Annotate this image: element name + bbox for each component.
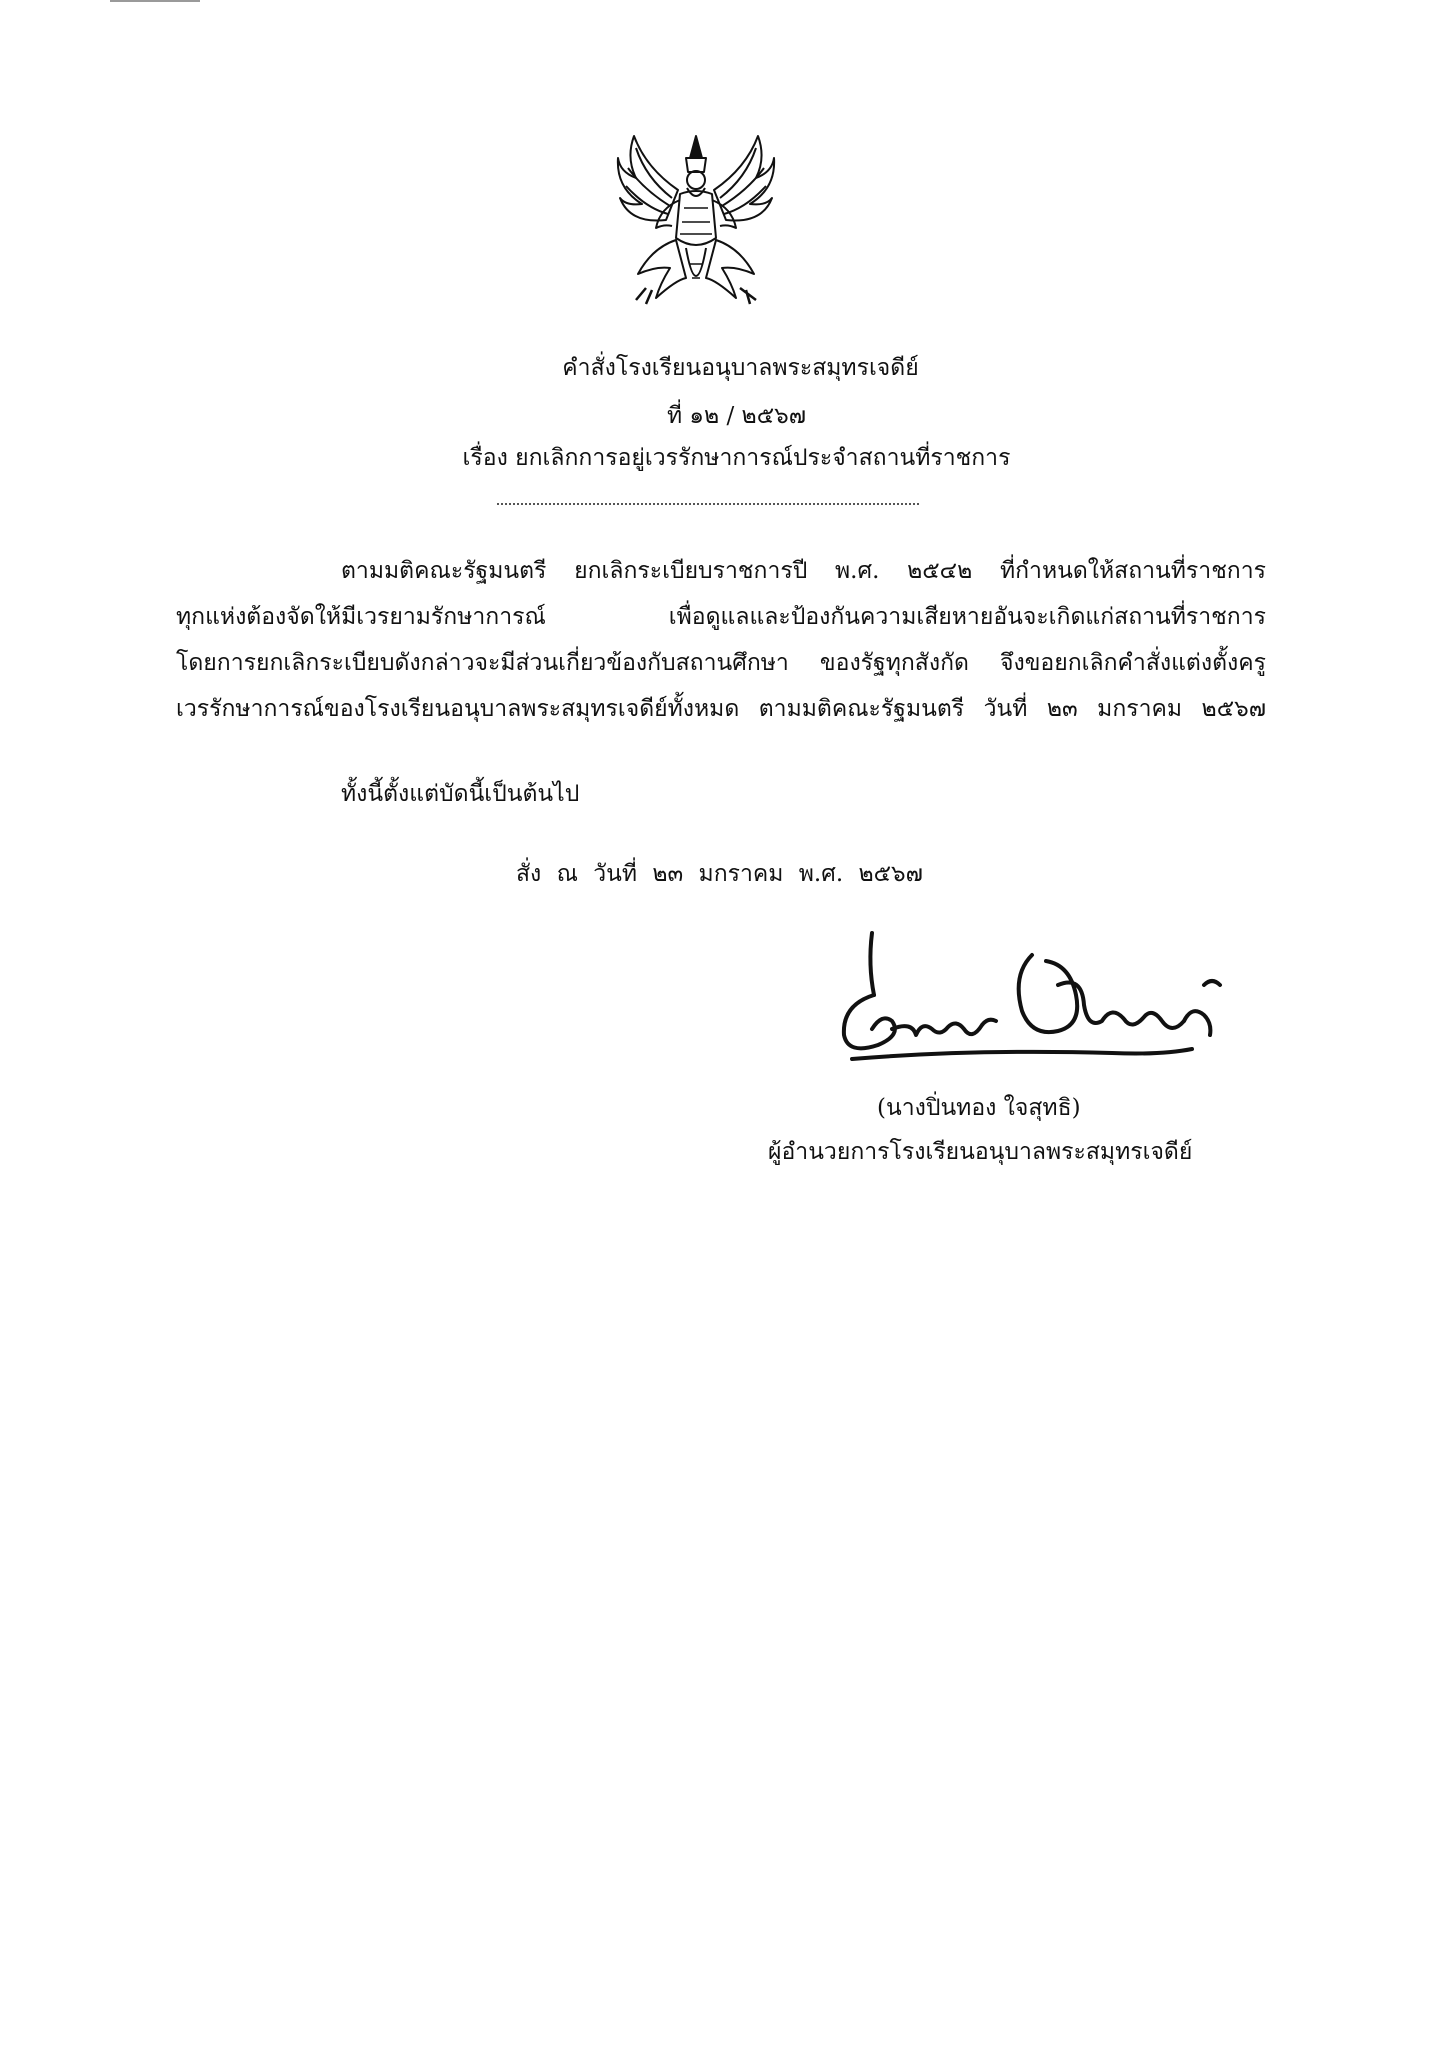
closing-statement: ทั้งนี้ตั้งแต่บัดนี้เป็นต้นไป (341, 781, 580, 807)
body-line-2: ทุกแห่งต้องจัดให้มีเวรยามรักษาการณ์ เพื่อดูแลและป้องกันความเสียหายอันจะเกิดแก่สถานที่ราชการ (176, 604, 1266, 630)
signer-position: ผู้อำนวยการโรงเรียนอนุบาลพระสมุทรเจดีย์ (768, 1139, 1193, 1165)
garuda-emblem-icon (616, 128, 776, 308)
body-line-1: ตามมติคณะรัฐมนตรี ยกเลิกระเบียบราชการปี พ.ศ. ๒๕๔๒ ที่กำหนดให้สถานที่ราชการ (341, 558, 1266, 584)
scan-edge-mark (110, 0, 200, 2)
order-subject: เรื่อง ยกเลิกการอยู่เวรรักษาการณ์ประจำสถานที่ราชการ (462, 445, 1011, 471)
dotted-divider (497, 503, 919, 505)
order-title: คำสั่งโรงเรียนอนุบาลพระสมุทรเจดีย์ (562, 355, 919, 381)
signer-name: (นางปิ่นทอง ใจสุทธิ) (877, 1095, 1081, 1121)
order-number: ที่ ๑๒ / ๒๕๖๗ (666, 403, 807, 429)
body-paragraph (176, 548, 1266, 732)
handwritten-signature-icon (832, 925, 1262, 1075)
body-line-4: เวรรักษาการณ์ของโรงเรียนอนุบาลพระสมุทรเจดีย์ทั้งหมด ตามมติคณะรัฐมนตรี วันที่ ๒๓ มกราคม ๒๕๖๗ (176, 696, 1266, 722)
order-date: สั่ง ณ วันที่ ๒๓ มกราคม พ.ศ. ๒๕๖๗ (516, 861, 923, 887)
body-line-3: โดยการยกเลิกระเบียบดังกล่าวจะมีส่วนเกี่ยวข้องกับสถานศึกษา ของรัฐทุกสังกัด จึงขอยกเลิกคำสั่งแต่งตั้งครู (176, 650, 1266, 676)
